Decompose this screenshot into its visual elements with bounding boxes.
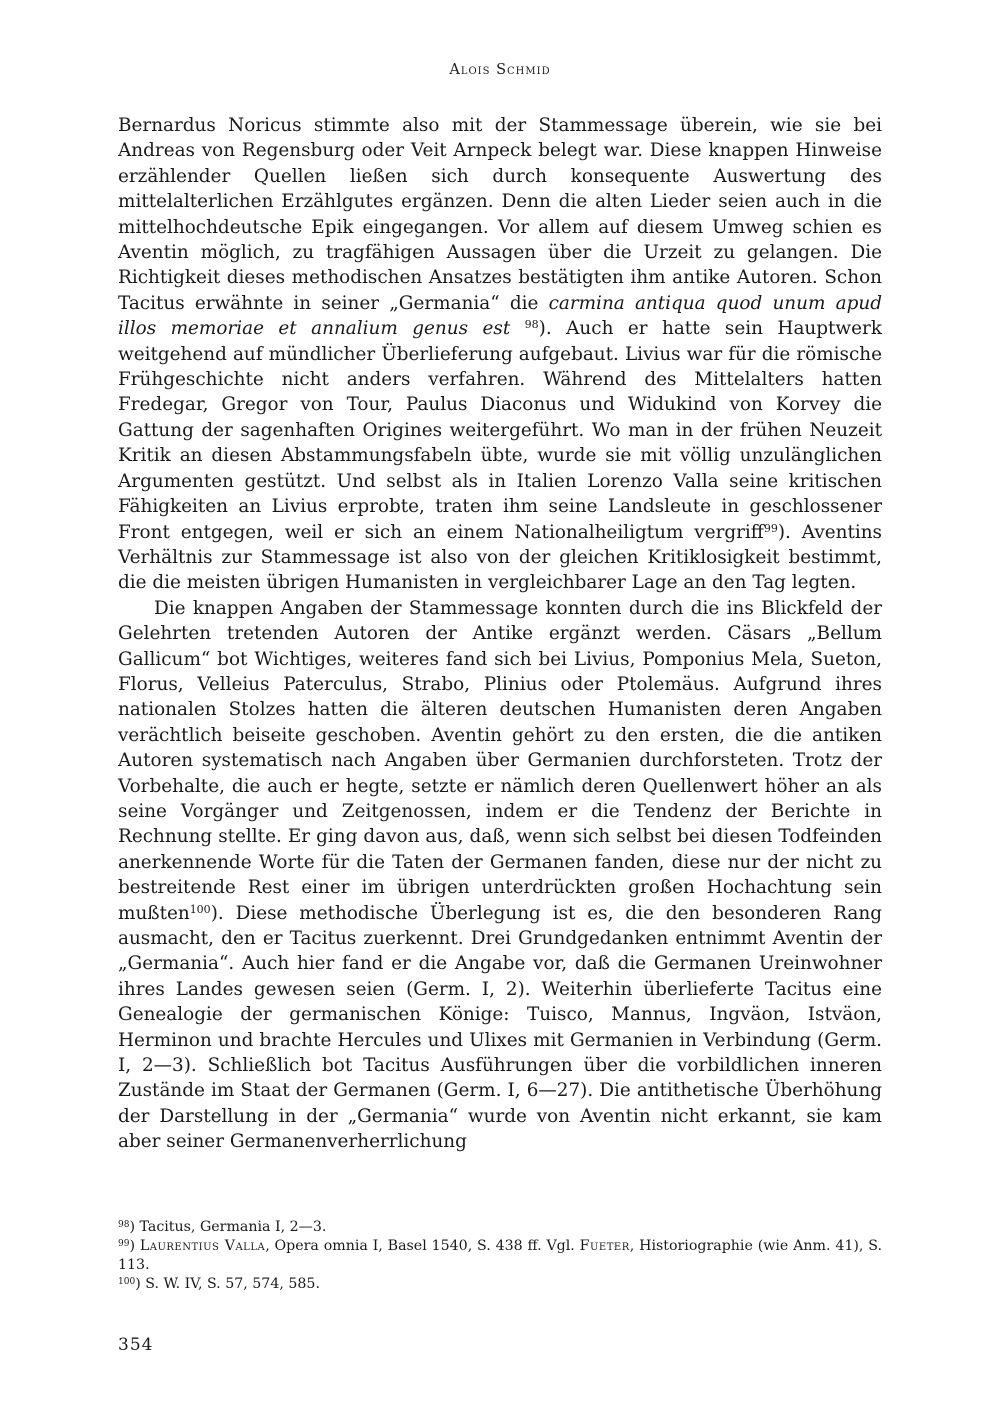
page-number: 354	[118, 1335, 154, 1355]
footnote-author: Fueter	[579, 1238, 630, 1254]
footnotes	[118, 1218, 882, 1294]
footnote-text: ) Tacitus, Germania I, 2—3.	[129, 1219, 327, 1235]
footnote-98	[118, 1218, 882, 1237]
paragraph-1-text-b: ). Auch er hatte sein Hauptwerk weitgehend auf mündlicher Überlieferung aufgebaut. Livius war für die römische Frühgeschichte nicht anders verfahren. Während des Mittelalters hatten Fredegar, Gregor von Tour, Paulus Diaconus und Widukind von Korvey die Gattung der sagenhaften Origines weitergeführt. Wo man in der frühen Neuzeit Kritik an diesen Abstammungsfabeln übte, wurde sie mit völlig unzulänglichen Argumenten gestützt. Und selbst als in Italien Lorenzo Valla seine kritischen Fähigkeiten an Livius erprobte, traten ihm seine Landsleute in geschlossener Front entgegen, weil er sich an einem Nationalheiligtum vergriff	[118, 318, 882, 543]
footnote-99: $^{99}$) Laurentius Valla, Opera omnia I, Basel 1540, S. 438 ff. Vgl. Fueter, Historiographie (wie Anm. 41), S. 113.	[118, 1238, 882, 1273]
paragraph-1-text-c: ). Aventins Verhältnis zur Stammessage ist also von der gleichen Kritiklosigkeit bestimmt, die die meisten übrigen Humanisten in vergleichbarer Lage an den Tag legten.	[118, 521, 882, 594]
footnote-100	[118, 1275, 882, 1294]
footnote-text: , Historiographie (wie Anm. 41), S. 113.	[118, 1238, 882, 1273]
footnote-number: 100	[118, 1277, 136, 1287]
footnote-number: 98	[118, 1220, 130, 1230]
paragraph-2-text-a: Die knappen Angaben der Stammessage konnten durch die ins Blickfeld der Gelehrten tretenden Autoren der Antike ergänzt werden. Cäsars „Bellum Gallicum“ bot Wichtiges, weiteres fand sich bei Livius, Pomponius Mela, Sueton, Florus, Velleius Paterculus, Strabo, Plinius oder Ptolemäus. Aufgrund ihres nationalen Stolzes hatten die älteren deutschen Humanisten deren Angaben verächtlich beiseite geschoben. Aventin gehört zu den ersten, die die antiken Autoren systematisch nach Angaben über Germanien durchforsteten. Trotz der Vorbehalte, die auch er hegte, setzte er nämlich deren Quellenwert höher an als seine Vorgänger und Zeitgenossen, indem er die Tendenz der Berichte in Rechnung stellte. Er ging davon aus, daß, wenn sich selbst bei diesen Todfeinden anerkennende Worte für die Taten der Germanen fanden, diese nur der nicht zu bestreitende Rest einer im übrigen unterdrückten großen Hochachtung sein mußten	[118, 597, 882, 924]
main-text	[118, 113, 882, 1155]
paragraph-2	[118, 596, 882, 1155]
footnote-ref-98[interactable]: 98	[524, 318, 539, 332]
footnote-text: ) S. W. IV, S. 57, 574, 585.	[135, 1276, 320, 1292]
running-head: Alois Schmid	[449, 62, 551, 78]
footnote-ref-100[interactable]: 100	[189, 902, 211, 916]
footnote-ref-99[interactable]: 99	[763, 521, 778, 535]
footnote-number: 99	[118, 1239, 130, 1249]
paragraph-1	[118, 113, 882, 596]
footnote-text: , Opera omnia I, Basel 1540, S. 438 ff. Vgl.	[265, 1238, 580, 1254]
latin-quote: carmina antiqua quod unum apud illos memoriae et annalium genus est	[118, 292, 882, 340]
footnote-author: Laurentius Valla	[139, 1238, 266, 1254]
paragraph-2-text-b: ). Diese methodische Überlegung ist es, die den besonderen Rang ausmacht, den er Tacitus zuerkennt. Drei Grundgedanken entnimmt Aventin der „Germania“. Auch hier fand er die Angabe vor, daß die Germanen Ureinwohner ihres Landes gewesen seien (Germ. I, 2). Weiterhin überlieferte Tacitus eine Genealogie der germanischen Könige: Tuisco, Mannus, Ingväon, Istväon, Herminon und brachte Hercules und Ulixes mit Germanien in Verbindung (Germ. I, 2—3). Schließlich bot Tacitus Ausführungen über die vorbildlichen inneren Zustände im Staat der Germanen (Germ. I, 6—27). Die antithetische Überhöhung der Darstellung in der „Germania“ wurde von Aventin nicht erkannt, sie kam aber seiner Germanenverherrlichung	[118, 902, 882, 1153]
paragraph-1-text-a: Bernardus Noricus stimmte also mit der Stammessage überein, wie sie bei Andreas von Regensburg oder Veit Arnpeck belegt war. Diese knappen Hinweise erzählender Quellen ließen sich durch konsequente Auswertung des mittelalterlichen Erzählgutes ergänzen. Denn die alten Lieder seien auch in die mittelhochdeutsche Epik eingegangen. Vor allem auf diesem Umweg schien es Aventin möglich, zu tragfähigen Aussagen über die Urzeit zu gelangen. Die Richtigkeit dieses methodischen Ansatzes bestätigten ihm antike Autoren. Schon Tacitus erwähnte in seiner „Germania“ die	[118, 115, 882, 314]
